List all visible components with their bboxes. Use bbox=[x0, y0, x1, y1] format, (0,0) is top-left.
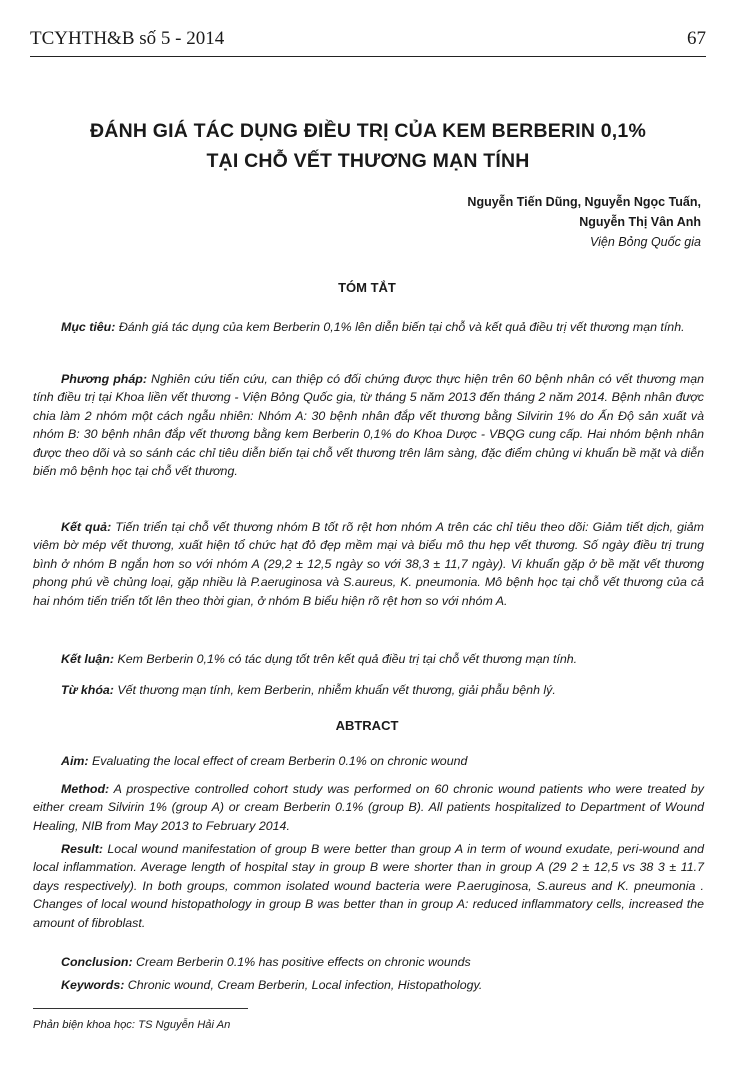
conclusion-paragraph-vi bbox=[33, 650, 704, 668]
page-number: 67 bbox=[687, 28, 706, 49]
keywords-label-en: Keywords: bbox=[61, 978, 125, 992]
method-text-en: A prospective controlled cohort study was performed on 60 chronic wound patients who were treated by either cream Silvirin 1% (group A) or cream Berberin 0.1% (group B). All patients hospitalized to Department of Wound Healing, NIB from May 2013 to February 2014. bbox=[33, 782, 704, 833]
keywords-text-vi: Vết thương mạn tính, kem Berberin, nhiễm khuẩn vết thương, giải phẫu bệnh lý. bbox=[113, 683, 556, 697]
aim-paragraph bbox=[33, 752, 704, 770]
journal-issue: TCYHTH&B số 5 - 2014 bbox=[30, 28, 225, 49]
aim-text: Evaluating the local effect of cream Berberin 0.1% on chronic wound bbox=[88, 754, 468, 768]
title-line-2: TẠI CHỖ VẾT THƯƠNG MẠN TÍNH bbox=[206, 150, 530, 172]
conclusion-text-en: Cream Berberin 0.1% has positive effects on chronic wounds bbox=[132, 955, 471, 969]
result-label-en: Result: bbox=[61, 842, 103, 856]
objective-label: Mục tiêu: bbox=[61, 320, 116, 334]
author-block bbox=[467, 192, 701, 252]
method-label-en: Method: bbox=[61, 782, 110, 796]
result-text-vi: Tiến triển tại chỗ vết thương nhóm B tốt rõ rệt hơn nhóm A trên các chỉ tiêu theo dõi: Giảm tiết dịch, giảm viêm bờ mép vết thương, xuất hiện tổ chức hạt đỏ đẹp mềm mại và biểu mô thu hẹp vết thương. Số ngày điều trị trung bình ở nhóm B ngắn hơn so với nhóm A (29,2 ± 12,5 ngày so với 38,3 ± 11,7 ngày). Vi khuẩn gặp ở bề mặt vết thương phong phú về chủng loại, gặp nhiều là P.aeruginosa và S.aureus, K. pneumonia. Mô bệnh học tại chỗ vết thương của cả hai nhóm tiến triển tốt lên theo thời gian, ở nhóm B biểu hiện rõ rệt hơn so với nhóm A. bbox=[33, 520, 704, 608]
conclusion-paragraph-en bbox=[33, 953, 704, 971]
title-line-1: ĐÁNH GIÁ TÁC DỤNG ĐIỀU TRỊ CỦA KEM BERBERIN 0,1% bbox=[90, 120, 646, 142]
objective-text: Đánh giá tác dụng của kem Berberin 0,1% lên diễn biến tại chỗ và kết quả điều trị vết thương mạn tính. bbox=[115, 320, 685, 334]
header-divider bbox=[30, 56, 706, 57]
result-label-vi: Kết quả: bbox=[61, 520, 112, 534]
keywords-paragraph-vi bbox=[33, 681, 704, 699]
result-text-en: Local wound manifestation of group B were better than group A in term of wound exudate, peri-wound and local inflammation. Average length of hospital stay in group B were shorter than in group A (29 2 ± 12,5 vs 38 3 ± 11.7 days respectively). In both groups, common isolated wound bacteria were P.aeruginosa, S.aureus and K. pneumonia . Changes of local wound histopathology in group B was better than in group A: reduced inflammatory cells, increased the amount of fibroblast. bbox=[33, 842, 704, 930]
keywords-text-en: Chronic wound, Cream Berberin, Local infection, Histopathology. bbox=[124, 978, 483, 992]
conclusion-text-vi: Kem Berberin 0,1% có tác dụng tốt trên kết quả điều trị tại chỗ vết thương mạn tính. bbox=[114, 652, 578, 666]
result-paragraph-vi bbox=[33, 518, 704, 610]
conclusion-label-en: Conclusion: bbox=[61, 955, 133, 969]
keywords-paragraph-en bbox=[33, 976, 704, 994]
aim-label: Aim: bbox=[61, 754, 89, 768]
method-text-vi: Nghiên cứu tiến cứu, can thiệp có đối chứng được thực hiện trên 60 bệnh nhân có vết thương mạn tính điều trị tại Khoa liền vết thương - Viện Bỏng Quốc gia, từ tháng 5 năm 2013 đến tháng 2 năm 2014. Bệnh nhân được chia làm 2 nhóm một cách ngẫu nhiên: Nhóm A: 30 bệnh nhân đắp vết thương bằng Silvirin 1% do Ấn Độ sản xuất và nhóm B: 30 bệnh nhân đắp vết thương bằng kem Berberin 0,1% do Khoa Dược - VBQG cung cấp. Hai nhóm bệnh nhân được theo dõi và so sánh các chỉ tiêu diễn biến tại chỗ vết thương trên lâm sàng, đặc điểm chủng vi khuẩn bề mặt và diễn biến mô bệnh học tại chỗ vết thương. bbox=[33, 372, 705, 479]
reviewer-footnote: Phản biện khoa học: TS Nguyễn Hải An bbox=[33, 1019, 231, 1031]
running-header bbox=[30, 28, 706, 56]
objective-paragraph bbox=[33, 318, 704, 336]
author-affiliation: Viện Bỏng Quốc gia bbox=[590, 235, 701, 249]
article-title bbox=[40, 116, 696, 176]
keywords-label-vi: Từ khóa: bbox=[61, 683, 114, 697]
summary-heading-vi: TÓM TẮT bbox=[338, 280, 396, 295]
method-label-vi: Phương pháp: bbox=[61, 372, 147, 386]
abstract-heading-en: ABTRACT bbox=[335, 718, 399, 733]
method-paragraph-vi bbox=[33, 370, 704, 480]
method-paragraph-en bbox=[33, 780, 704, 835]
authors-line-2: Nguyễn Thị Vân Anh bbox=[579, 215, 701, 229]
authors-line-1: Nguyễn Tiến Dũng, Nguyễn Ngọc Tuấn, bbox=[467, 195, 701, 209]
footnote-divider bbox=[33, 1008, 248, 1009]
result-paragraph-en bbox=[33, 840, 704, 932]
conclusion-label-vi: Kết luận: bbox=[61, 652, 115, 666]
